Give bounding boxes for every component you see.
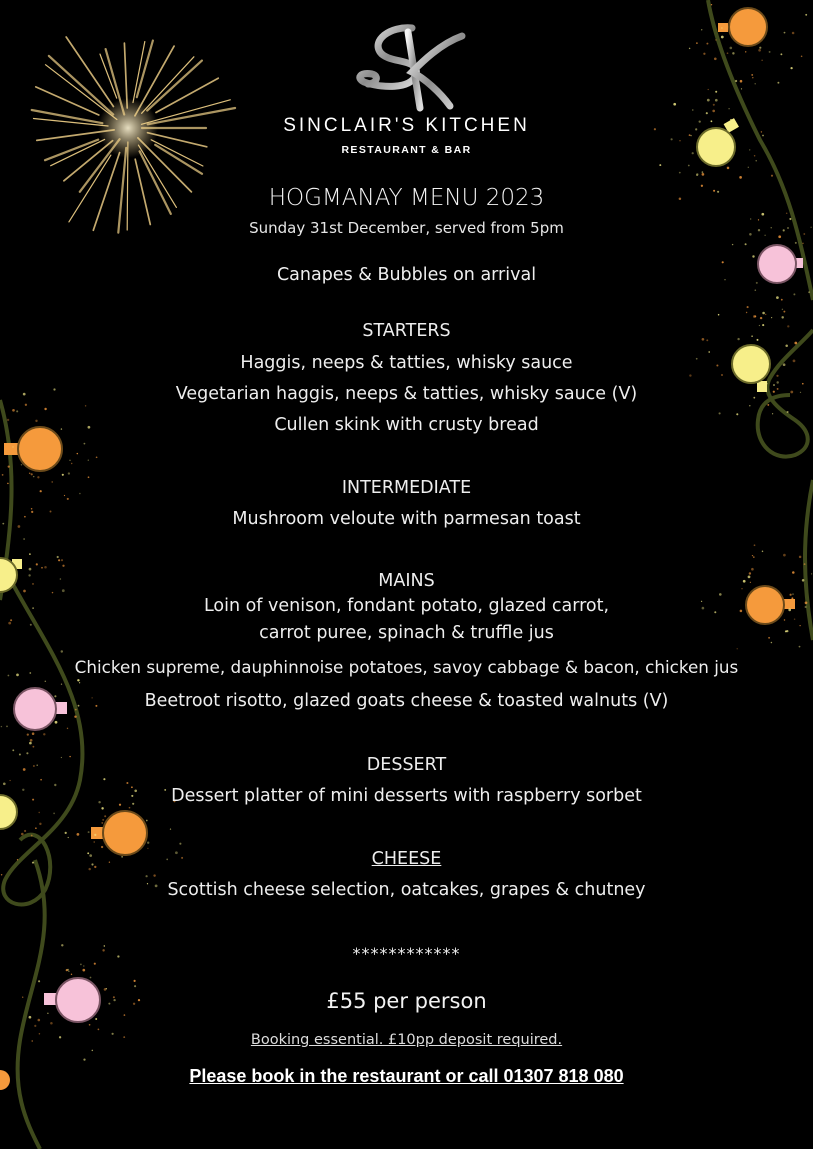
menu-item: Loin of venison, fondant potato, glazed carrot, — [203, 596, 610, 616]
booking-call-to-action: Please book in the restaurant or call 01307 818 080 — [189, 1066, 624, 1086]
arrival-note: Canapes & Bubbles on arrival — [276, 265, 537, 285]
section-heading-dessert: DESSERT — [366, 755, 447, 775]
menu-item: Mushroom veloute with parmesan toast — [232, 509, 581, 529]
menu-date: Sunday 31st December, served from 5pm — [249, 219, 564, 237]
section-heading-cheese: CHEESE — [371, 849, 442, 869]
menu-title: HOGMANAY MENU 2023 — [268, 185, 545, 211]
section-heading-intermediate: INTERMEDIATE — [341, 478, 472, 498]
brand-monogram-logo — [350, 22, 468, 114]
separator: ************ — [352, 944, 461, 963]
menu-item: Scottish cheese selection, oatcakes, grapes & chutney — [167, 880, 646, 900]
brand-name: SINCLAIR'S KITCHEN — [283, 115, 530, 136]
price: £55 per person — [326, 989, 487, 1013]
menu-item: Haggis, neeps & tatties, whisky sauce — [240, 353, 573, 373]
menu-item: Dessert platter of mini desserts with raspberry sorbet — [171, 786, 642, 806]
booking-note: Booking essential. £10pp deposit required. — [250, 1032, 563, 1048]
section-heading-starters: STARTERS — [362, 321, 451, 341]
menu-item: Beetroot risotto, glazed goats cheese & toasted walnuts (V) — [144, 691, 669, 711]
brand-subtitle: RESTAURANT & BAR — [341, 144, 472, 156]
menu-item: carrot puree, spinach & truffle jus — [259, 623, 554, 643]
menu-item: Chicken supreme, dauphinnoise potatoes, savoy cabbage & bacon, chicken jus — [74, 657, 739, 677]
menu-item: Vegetarian haggis, neeps & tatties, whisky sauce (V) — [175, 384, 638, 404]
section-heading-mains: MAINS — [378, 571, 435, 591]
menu-item: Cullen skink with crusty bread — [274, 415, 539, 435]
